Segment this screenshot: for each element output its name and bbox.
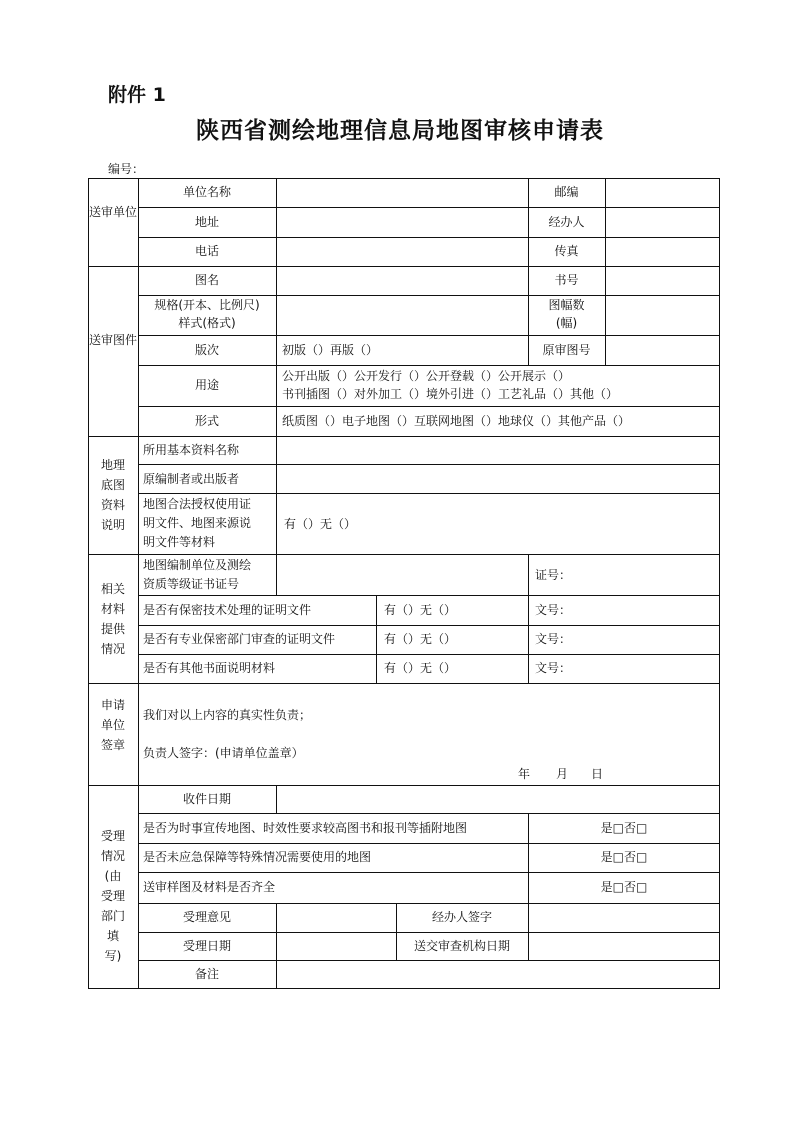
serial-number-label: 编号： <box>108 162 145 176</box>
label-receipt-date: 收件日期 <box>182 792 231 806</box>
question-propaganda-map: 是否为时事宣传地图、时效性要求较高图书和报刊等插附地图 <box>143 821 468 835</box>
label-secrecy-dept: 是否有专业保密部门审查的证明文件 <box>143 632 336 646</box>
label-opinion: 受理意见 <box>182 910 231 924</box>
label-auth-line3: 明文件等材料 <box>143 535 216 549</box>
label-original-compiler: 原编制者或出版者 <box>143 472 240 486</box>
declaration-text: 我们对以上内容的真实性负责； <box>143 708 312 722</box>
label-accept-date: 受理日期 <box>182 939 231 953</box>
label-book-no: 书号 <box>554 273 579 287</box>
section-label-related: 相关材料提供情况 <box>100 582 125 656</box>
label-forward-date: 送交审查机构日期 <box>413 939 510 953</box>
section-label-acceptance: 受理情况(由受理部门填写) <box>100 829 125 963</box>
label-edition: 版次 <box>194 343 219 357</box>
label-other-docs: 是否有其他书面说明材料 <box>143 661 276 675</box>
question-emergency-map: 是否未应急保障等特殊情况需要使用的地图 <box>143 850 372 864</box>
question-materials-complete: 送审样图及材料是否齐全 <box>143 880 276 894</box>
label-spec-line1: 规格(开本、比例尺) <box>154 298 260 312</box>
label-spec-line2: 样式(格式) <box>178 316 236 330</box>
label-handler: 经办人 <box>548 215 585 229</box>
date-month-label: 月 <box>556 767 569 781</box>
auth-value: 有（）无（） <box>284 517 357 531</box>
label-qualification-line1: 地图编制单位及测绘 <box>143 558 252 572</box>
section-label-base-map: 地理底图资料说明 <box>100 458 125 532</box>
date-day-label: 日 <box>591 767 604 781</box>
answer-checkbox-yes-no: 是□否□ <box>600 880 648 894</box>
secrecy-dept-value: 有（）无（） <box>384 632 457 646</box>
label-cert-no: 证号： <box>535 568 572 582</box>
other-docs-value: 有（）无（） <box>384 661 457 675</box>
label-unit-name: 单位名称 <box>182 185 231 199</box>
label-map-name: 图名 <box>194 273 219 287</box>
label-source-data: 所用基本资料名称 <box>143 443 240 457</box>
label-sheet-count-line2: (幅) <box>555 316 578 330</box>
date-year-label: 年 <box>518 767 531 781</box>
label-auth-line2: 明文件、地图来源说 <box>143 516 252 530</box>
label-form: 形式 <box>194 414 219 428</box>
label-auth-line1: 地图合法授权使用证 <box>143 497 252 511</box>
signer-label: 负责人签字：(申请单位盖章） <box>143 746 304 760</box>
edition-options: 初版（）再版（） <box>282 343 379 357</box>
label-doc-no: 文号： <box>535 661 572 675</box>
purpose-options-line1: 公开出版（）公开发行（）公开登载（）公开展示（） <box>282 369 571 383</box>
label-phone: 电话 <box>194 244 219 258</box>
answer-checkbox-yes-no: 是□否□ <box>600 850 648 864</box>
label-original-review-no: 原审图号 <box>542 343 591 357</box>
label-secrecy-tech: 是否有保密技术处理的证明文件 <box>143 603 312 617</box>
label-sheet-count-line1: 图幅数 <box>548 298 585 312</box>
page-title: 陕西省测绘地理信息局地图审核申请表 <box>196 118 604 144</box>
section-label-signature: 申请单位签章 <box>100 698 125 752</box>
label-purpose: 用途 <box>194 378 219 392</box>
label-doc-no: 文号： <box>535 632 572 646</box>
label-remarks: 备注 <box>194 967 219 981</box>
application-form-table <box>88 178 720 989</box>
label-handler-signature: 经办人签字 <box>431 910 492 924</box>
label-address: 地址 <box>194 215 219 229</box>
section-label-unit: 送审单位 <box>88 205 137 219</box>
label-doc-no: 文号： <box>535 603 572 617</box>
purpose-options-line2: 书刊插图（）对外加工（）境外引进（）工艺礼品（）其他（） <box>282 387 619 401</box>
secrecy-tech-value: 有（）无（） <box>384 603 457 617</box>
label-fax: 传真 <box>554 244 579 258</box>
attachment-label: 附件 1 <box>108 84 166 106</box>
answer-checkbox-yes-no: 是□否□ <box>600 821 648 835</box>
form-options: 纸质图（）电子地图（）互联网地图（）地球仪（）其他产品（） <box>282 414 631 428</box>
label-postcode: 邮编 <box>554 185 579 199</box>
section-label-map: 送审图件 <box>88 333 137 347</box>
label-qualification-line2: 资质等级证书证号 <box>143 577 240 591</box>
